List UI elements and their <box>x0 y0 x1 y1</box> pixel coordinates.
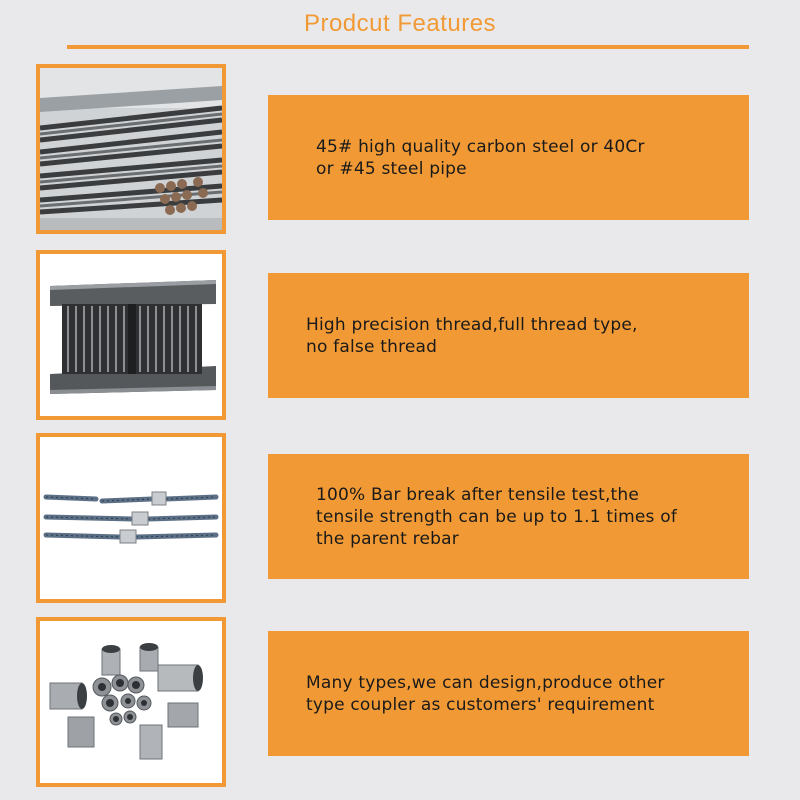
rebar-tensile-photo <box>36 433 226 603</box>
feature-3-text <box>316 484 677 550</box>
feature-4-box <box>268 631 749 756</box>
feature-2-box <box>268 273 749 398</box>
feature-3-line-1: 100% Bar break after tensile test,the <box>316 484 640 505</box>
feature-3-line-3: the parent rebar <box>316 528 459 549</box>
couplers-photo <box>36 617 226 787</box>
feature-1-box <box>268 95 749 220</box>
feature-4-line-2: type coupler as customers' requirement <box>306 694 655 715</box>
page-title: Prodcut Features <box>303 10 497 37</box>
feature-1-line-2: or #45 steel pipe <box>316 158 467 179</box>
steel-bars-photo <box>36 64 226 234</box>
title-underline <box>67 45 749 49</box>
feature-3-box <box>268 454 749 579</box>
feature-2-line-2: no false thread <box>306 336 438 357</box>
feature-2-line-1: High precision thread,full thread type, <box>306 314 638 335</box>
feature-1-text <box>316 136 645 180</box>
thread-cutaway-photo <box>36 250 226 420</box>
feature-1-line-1: 45# high quality carbon steel or 40Cr <box>316 136 645 157</box>
feature-2-text <box>306 314 638 358</box>
feature-4-line-1: Many types,we can design,produce other <box>306 672 665 693</box>
feature-3-line-2: tensile strength can be up to 1.1 times of <box>316 506 678 527</box>
feature-4-text <box>306 672 665 716</box>
